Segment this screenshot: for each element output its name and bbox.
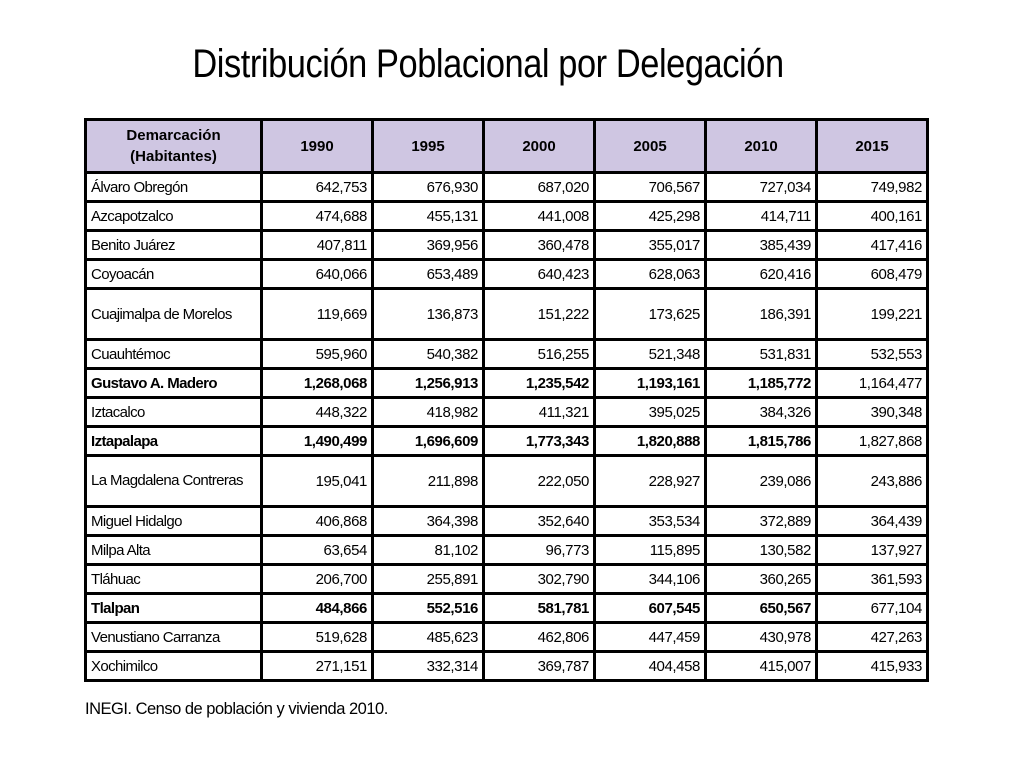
population-cell: 532,553 <box>817 340 928 369</box>
population-cell: 484,866 <box>262 594 373 623</box>
population-cell: 130,582 <box>706 536 817 565</box>
source-note: INEGI. Censo de población y vivienda 2010. <box>85 700 388 718</box>
delegacion-name: Coyoacán <box>86 260 262 289</box>
population-cell: 628,063 <box>595 260 706 289</box>
population-cell: 642,753 <box>262 173 373 202</box>
population-cell: 1,185,772 <box>706 369 817 398</box>
population-cell: 415,933 <box>817 652 928 681</box>
population-table <box>84 118 929 682</box>
delegacion-name: Iztapalapa <box>86 427 262 456</box>
population-cell: 1,268,068 <box>262 369 373 398</box>
population-cell: 400,161 <box>817 202 928 231</box>
population-cell: 385,439 <box>706 231 817 260</box>
population-cell: 640,423 <box>484 260 595 289</box>
table-row <box>86 456 928 507</box>
population-cell: 552,516 <box>373 594 484 623</box>
population-cell: 1,235,542 <box>484 369 595 398</box>
population-cell: 360,478 <box>484 231 595 260</box>
delegacion-name: Cuajimalpa de Morelos <box>86 289 262 340</box>
population-cell: 531,831 <box>706 340 817 369</box>
delegacion-name: Benito Juárez <box>86 231 262 260</box>
table-row <box>86 289 928 340</box>
population-cell: 137,927 <box>817 536 928 565</box>
population-cell: 186,391 <box>706 289 817 340</box>
population-cell: 595,960 <box>262 340 373 369</box>
population-cell: 151,222 <box>484 289 595 340</box>
population-cell: 384,326 <box>706 398 817 427</box>
population-cell: 1,773,343 <box>484 427 595 456</box>
population-cell: 608,479 <box>817 260 928 289</box>
table-row <box>86 507 928 536</box>
table-row <box>86 231 928 260</box>
table-row <box>86 565 928 594</box>
population-cell: 1,490,499 <box>262 427 373 456</box>
population-cell: 361,593 <box>817 565 928 594</box>
population-cell: 239,086 <box>706 456 817 507</box>
header-demarcacion <box>86 120 262 173</box>
table-row <box>86 260 928 289</box>
population-cell: 206,700 <box>262 565 373 594</box>
population-cell: 425,298 <box>595 202 706 231</box>
population-cell: 1,815,786 <box>706 427 817 456</box>
table-row <box>86 536 928 565</box>
population-cell: 271,151 <box>262 652 373 681</box>
population-cell: 427,263 <box>817 623 928 652</box>
header-year-2005: 2005 <box>595 120 706 173</box>
population-cell: 136,873 <box>373 289 484 340</box>
population-cell: 414,711 <box>706 202 817 231</box>
population-cell: 640,066 <box>262 260 373 289</box>
population-cell: 455,131 <box>373 202 484 231</box>
population-cell: 1,820,888 <box>595 427 706 456</box>
population-cell: 516,255 <box>484 340 595 369</box>
delegacion-name: Álvaro Obregón <box>86 173 262 202</box>
table-row <box>86 369 928 398</box>
population-cell: 1,827,868 <box>817 427 928 456</box>
population-cell: 364,398 <box>373 507 484 536</box>
table-row <box>86 202 928 231</box>
population-cell: 115,895 <box>595 536 706 565</box>
population-cell: 581,781 <box>484 594 595 623</box>
header-year-1990: 1990 <box>262 120 373 173</box>
header-year-2015: 2015 <box>817 120 928 173</box>
delegacion-name: Xochimilco <box>86 652 262 681</box>
delegacion-name: Azcapotzalco <box>86 202 262 231</box>
header-year-2010: 2010 <box>706 120 817 173</box>
population-cell: 749,982 <box>817 173 928 202</box>
population-cell: 418,982 <box>373 398 484 427</box>
population-cell: 1,193,161 <box>595 369 706 398</box>
population-cell: 620,416 <box>706 260 817 289</box>
table-row <box>86 623 928 652</box>
population-cell: 407,811 <box>262 231 373 260</box>
population-cell: 372,889 <box>706 507 817 536</box>
population-cell: 676,930 <box>373 173 484 202</box>
header-demarcacion-line2: (Habitantes) <box>130 148 217 165</box>
table-header-row <box>86 120 928 173</box>
population-cell: 415,007 <box>706 652 817 681</box>
population-cell: 650,567 <box>706 594 817 623</box>
population-cell: 653,489 <box>373 260 484 289</box>
population-cell: 302,790 <box>484 565 595 594</box>
population-cell: 441,008 <box>484 202 595 231</box>
population-cell: 353,534 <box>595 507 706 536</box>
population-cell: 211,898 <box>373 456 484 507</box>
population-cell: 447,459 <box>595 623 706 652</box>
table-row <box>86 594 928 623</box>
population-cell: 417,416 <box>817 231 928 260</box>
population-cell: 474,688 <box>262 202 373 231</box>
population-cell: 687,020 <box>484 173 595 202</box>
population-cell: 255,891 <box>373 565 484 594</box>
delegacion-name: Iztacalco <box>86 398 262 427</box>
population-cell: 390,348 <box>817 398 928 427</box>
table-row <box>86 173 928 202</box>
population-cell: 448,322 <box>262 398 373 427</box>
population-cell: 222,050 <box>484 456 595 507</box>
header-demarcacion-line1: Demarcación <box>126 127 221 144</box>
population-cell: 430,978 <box>706 623 817 652</box>
population-cell: 521,348 <box>595 340 706 369</box>
population-cell: 96,773 <box>484 536 595 565</box>
population-cell: 360,265 <box>706 565 817 594</box>
population-cell: 519,628 <box>262 623 373 652</box>
population-cell: 369,787 <box>484 652 595 681</box>
population-cell: 411,321 <box>484 398 595 427</box>
population-cell: 485,623 <box>373 623 484 652</box>
population-cell: 706,567 <box>595 173 706 202</box>
population-cell: 404,458 <box>595 652 706 681</box>
population-cell: 395,025 <box>595 398 706 427</box>
population-cell: 1,696,609 <box>373 427 484 456</box>
population-cell: 243,886 <box>817 456 928 507</box>
population-cell: 364,439 <box>817 507 928 536</box>
population-cell: 462,806 <box>484 623 595 652</box>
population-cell: 540,382 <box>373 340 484 369</box>
header-year-1995: 1995 <box>373 120 484 173</box>
population-cell: 1,256,913 <box>373 369 484 398</box>
population-cell: 332,314 <box>373 652 484 681</box>
population-cell: 1,164,477 <box>817 369 928 398</box>
population-cell: 63,654 <box>262 536 373 565</box>
population-cell: 228,927 <box>595 456 706 507</box>
delegacion-name: Milpa Alta <box>86 536 262 565</box>
population-cell: 199,221 <box>817 289 928 340</box>
population-cell: 406,868 <box>262 507 373 536</box>
delegacion-name: Miguel Hidalgo <box>86 507 262 536</box>
table-body <box>86 173 928 681</box>
table-row <box>86 652 928 681</box>
page-title: Distribución Poblacional por Delegación <box>192 42 784 86</box>
header-year-2000: 2000 <box>484 120 595 173</box>
delegacion-name: Tláhuac <box>86 565 262 594</box>
population-cell: 344,106 <box>595 565 706 594</box>
delegacion-name: Gustavo A. Madero <box>86 369 262 398</box>
delegacion-name: Tlalpan <box>86 594 262 623</box>
population-cell: 607,545 <box>595 594 706 623</box>
population-cell: 677,104 <box>817 594 928 623</box>
population-cell: 352,640 <box>484 507 595 536</box>
delegacion-name: Cuauhtémoc <box>86 340 262 369</box>
table-row <box>86 340 928 369</box>
table-row <box>86 398 928 427</box>
table-row <box>86 427 928 456</box>
population-cell: 369,956 <box>373 231 484 260</box>
delegacion-name: La Magdalena Contreras <box>86 456 262 507</box>
delegacion-name: Venustiano Carranza <box>86 623 262 652</box>
population-cell: 173,625 <box>595 289 706 340</box>
population-cell: 355,017 <box>595 231 706 260</box>
population-cell: 727,034 <box>706 173 817 202</box>
population-cell: 195,041 <box>262 456 373 507</box>
population-cell: 81,102 <box>373 536 484 565</box>
population-cell: 119,669 <box>262 289 373 340</box>
